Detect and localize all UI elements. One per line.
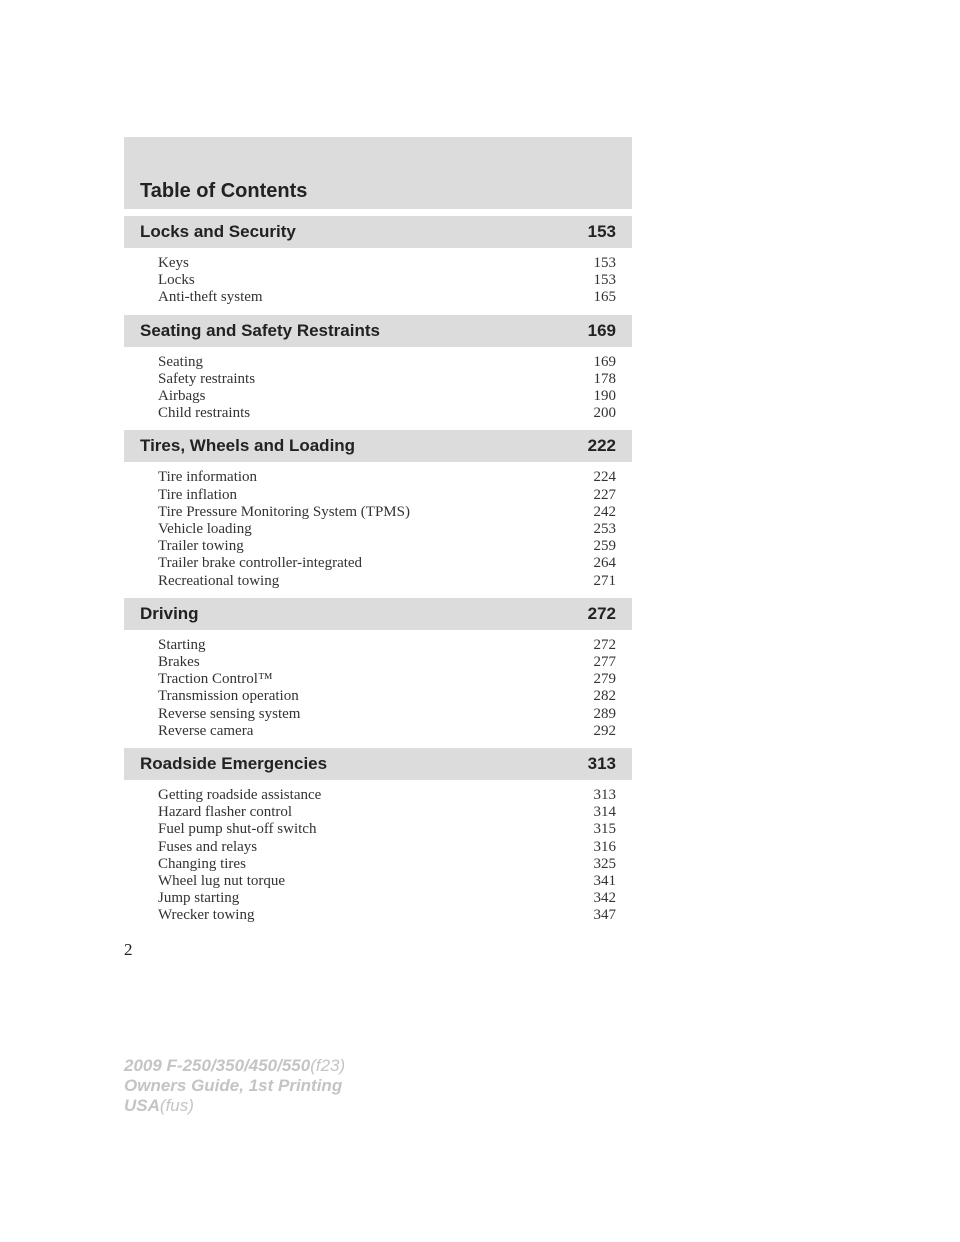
toc-entry[interactable] bbox=[158, 555, 616, 572]
entry-page: 242 bbox=[593, 503, 616, 520]
entry-label: Seating bbox=[158, 353, 203, 370]
toc-entry[interactable] bbox=[158, 907, 616, 924]
entry-page: 341 bbox=[593, 873, 616, 890]
entry-page: 277 bbox=[593, 654, 616, 671]
section-page: 313 bbox=[587, 754, 616, 774]
entry-page: 313 bbox=[593, 787, 616, 804]
section-entries bbox=[124, 347, 632, 431]
entry-label: Locks bbox=[158, 272, 195, 289]
entry-page: 200 bbox=[593, 405, 616, 422]
toc-section bbox=[124, 430, 632, 597]
entry-page: 165 bbox=[593, 289, 616, 306]
section-title: Locks and Security bbox=[140, 222, 296, 241]
toc-entry[interactable] bbox=[158, 405, 616, 422]
toc-entry[interactable] bbox=[158, 573, 616, 590]
entry-label: Wheel lug nut torque bbox=[158, 873, 286, 890]
entry-page: 314 bbox=[593, 804, 616, 821]
toc-entry[interactable] bbox=[158, 521, 616, 538]
section-entries bbox=[124, 630, 632, 748]
section-title: Roadside Emergencies bbox=[140, 754, 328, 774]
entry-page: 342 bbox=[593, 890, 616, 907]
toc-entry[interactable] bbox=[158, 821, 616, 838]
entry-page: 325 bbox=[593, 855, 616, 872]
entry-page: 190 bbox=[593, 388, 616, 405]
toc-entry[interactable] bbox=[158, 469, 616, 486]
entry-label: Tire inflation bbox=[158, 486, 238, 503]
section-header-tires-wheels-and-loading[interactable] bbox=[124, 430, 632, 462]
entry-label: Hazard flasher control bbox=[158, 804, 293, 821]
entry-page: 316 bbox=[593, 838, 616, 855]
toc-section bbox=[124, 216, 632, 315]
entry-label: Getting roadside assistance bbox=[158, 787, 322, 804]
entry-page: 347 bbox=[593, 907, 616, 924]
section-page: 222 bbox=[587, 436, 616, 456]
entry-page: 224 bbox=[593, 469, 616, 486]
entry-label: Trailer towing bbox=[158, 538, 244, 555]
print-footer bbox=[124, 1056, 345, 1116]
toc-entry[interactable] bbox=[158, 856, 616, 873]
toc-entry[interactable] bbox=[158, 671, 616, 688]
toc-entry[interactable] bbox=[158, 637, 616, 654]
section-title: Seating and Safety Restraints bbox=[140, 320, 380, 340]
footer-line-model bbox=[124, 1056, 345, 1076]
toc-entry[interactable] bbox=[158, 388, 616, 405]
section-header-seating-and-safety-restraints[interactable] bbox=[124, 315, 632, 347]
footer-region: USA bbox=[124, 1096, 160, 1115]
entry-label: Trailer brake controller-integrated bbox=[158, 555, 363, 572]
toc-entry[interactable] bbox=[158, 706, 616, 723]
toc-entry[interactable] bbox=[158, 688, 616, 705]
entry-label: Reverse sensing system bbox=[158, 705, 301, 722]
entry-label: Airbags bbox=[158, 388, 206, 405]
entry-label: Tire information bbox=[158, 469, 258, 486]
entry-label: Brakes bbox=[158, 654, 200, 671]
toc-entry[interactable] bbox=[158, 272, 616, 289]
entry-page: 264 bbox=[593, 555, 616, 572]
toc-entry[interactable] bbox=[158, 787, 616, 804]
entry-label: Safety restraints bbox=[158, 370, 256, 387]
section-entries bbox=[124, 248, 632, 315]
page-title: Table of Contents bbox=[140, 180, 308, 202]
section-header-roadside-emergencies[interactable] bbox=[124, 748, 632, 780]
entry-label: Reverse camera bbox=[158, 722, 254, 739]
entry-page: 153 bbox=[593, 272, 616, 289]
footer-line-printing bbox=[124, 1076, 345, 1096]
entry-label: Transmission operation bbox=[158, 688, 299, 705]
entry-page: 315 bbox=[593, 821, 616, 838]
toc-entry[interactable] bbox=[158, 839, 616, 856]
footer-model: 2009 F-250/350/450/550 bbox=[124, 1056, 311, 1075]
entry-page: 169 bbox=[593, 353, 616, 370]
toc-list bbox=[124, 216, 632, 933]
entry-label: Fuel pump shut-off switch bbox=[158, 821, 317, 838]
entry-page: 279 bbox=[593, 671, 616, 688]
toc-section bbox=[124, 598, 632, 748]
entry-page: 259 bbox=[593, 538, 616, 555]
entry-page: 272 bbox=[593, 636, 616, 653]
page-number: 2 bbox=[124, 940, 133, 959]
toc-entry[interactable] bbox=[158, 255, 616, 272]
entry-page: 153 bbox=[593, 255, 616, 271]
entry-label: Wrecker towing bbox=[158, 907, 255, 924]
entry-label: Child restraints bbox=[158, 405, 251, 422]
entry-label: Recreational towing bbox=[158, 572, 280, 589]
entry-page: 289 bbox=[593, 705, 616, 722]
entry-label: Anti-theft system bbox=[158, 289, 263, 306]
entry-label: Vehicle loading bbox=[158, 521, 252, 538]
toc-entry[interactable] bbox=[158, 487, 616, 504]
toc-entry[interactable] bbox=[158, 890, 616, 907]
section-entries bbox=[124, 780, 632, 933]
entry-page: 292 bbox=[593, 722, 616, 739]
entry-label: Jump starting bbox=[158, 890, 240, 907]
entry-label: Tire Pressure Monitoring System (TPMS) bbox=[158, 503, 410, 520]
section-title: Tires, Wheels and Loading bbox=[140, 436, 356, 456]
entry-page: 227 bbox=[593, 486, 616, 503]
toc-entry[interactable] bbox=[158, 289, 616, 306]
toc-header-band bbox=[124, 137, 632, 209]
toc-section bbox=[124, 315, 632, 431]
toc-section bbox=[124, 748, 632, 933]
entry-page: 178 bbox=[593, 370, 616, 387]
entry-label: Keys bbox=[158, 255, 189, 271]
toc-entry[interactable] bbox=[158, 723, 616, 740]
toc-entry[interactable] bbox=[158, 371, 616, 388]
section-header-locks-and-security[interactable] bbox=[124, 216, 632, 248]
toc-entry[interactable] bbox=[158, 804, 616, 821]
toc-entry[interactable] bbox=[158, 538, 616, 555]
entry-label: Starting bbox=[158, 636, 206, 653]
footer-model-code: (f23) bbox=[310, 1056, 346, 1075]
section-page: 272 bbox=[587, 603, 616, 623]
section-entries bbox=[124, 462, 632, 597]
footer-line-region bbox=[124, 1096, 345, 1116]
toc-entry[interactable] bbox=[158, 654, 616, 671]
footer-region-code: (fus) bbox=[159, 1096, 194, 1115]
footer-printing: Owners Guide, 1st Printing bbox=[124, 1076, 343, 1095]
entry-page: 271 bbox=[593, 572, 616, 589]
toc-entry[interactable] bbox=[158, 873, 616, 890]
section-page: 153 bbox=[587, 222, 616, 241]
section-page: 169 bbox=[587, 320, 616, 340]
toc-entry[interactable] bbox=[158, 504, 616, 521]
entry-label: Fuses and relays bbox=[158, 838, 258, 855]
entry-label: Traction Control™ bbox=[158, 671, 273, 688]
section-title: Driving bbox=[140, 603, 199, 623]
section-header-driving[interactable] bbox=[124, 598, 632, 630]
entry-label: Changing tires bbox=[158, 855, 246, 872]
toc-entry[interactable] bbox=[158, 354, 616, 371]
entry-page: 282 bbox=[593, 688, 616, 705]
entry-page: 253 bbox=[593, 521, 616, 538]
